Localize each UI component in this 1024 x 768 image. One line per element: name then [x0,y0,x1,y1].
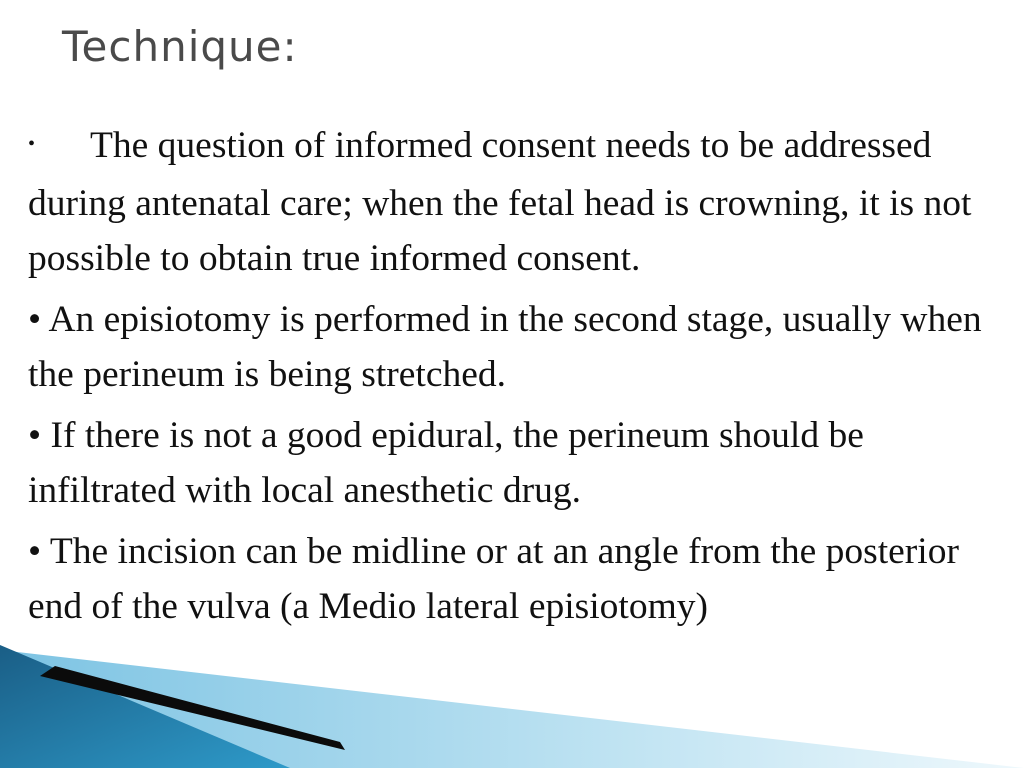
bullet-item [28,292,1003,402]
bullet-text: If there is not a good epidural, the perineum should be infiltrated with local anesthetic drug. [28,414,864,511]
bullet-text: An episiotomy is performed in the second stage, usually when the perineum is being stretched. [28,298,982,395]
bullet-marker: • [28,132,36,155]
bullet-text: The question of informed consent needs to be addressed during antenatal care; when the fetal head is crowning, it is not possible to obtain true informed consent. [28,125,972,279]
bullet-text: The incision can be midline or at an angle from the posterior end of the vulva (a Medio lateral episiotomy) [28,530,959,627]
bullet-item [28,524,1003,634]
bullet-marker: • [28,298,42,340]
bullet-item [28,118,1003,286]
slide-body [28,118,1003,640]
bullet-item [28,408,1003,518]
slide-title: Technique: [62,22,298,71]
bullet-marker: • [28,414,42,456]
bullet-marker: • [28,530,42,572]
